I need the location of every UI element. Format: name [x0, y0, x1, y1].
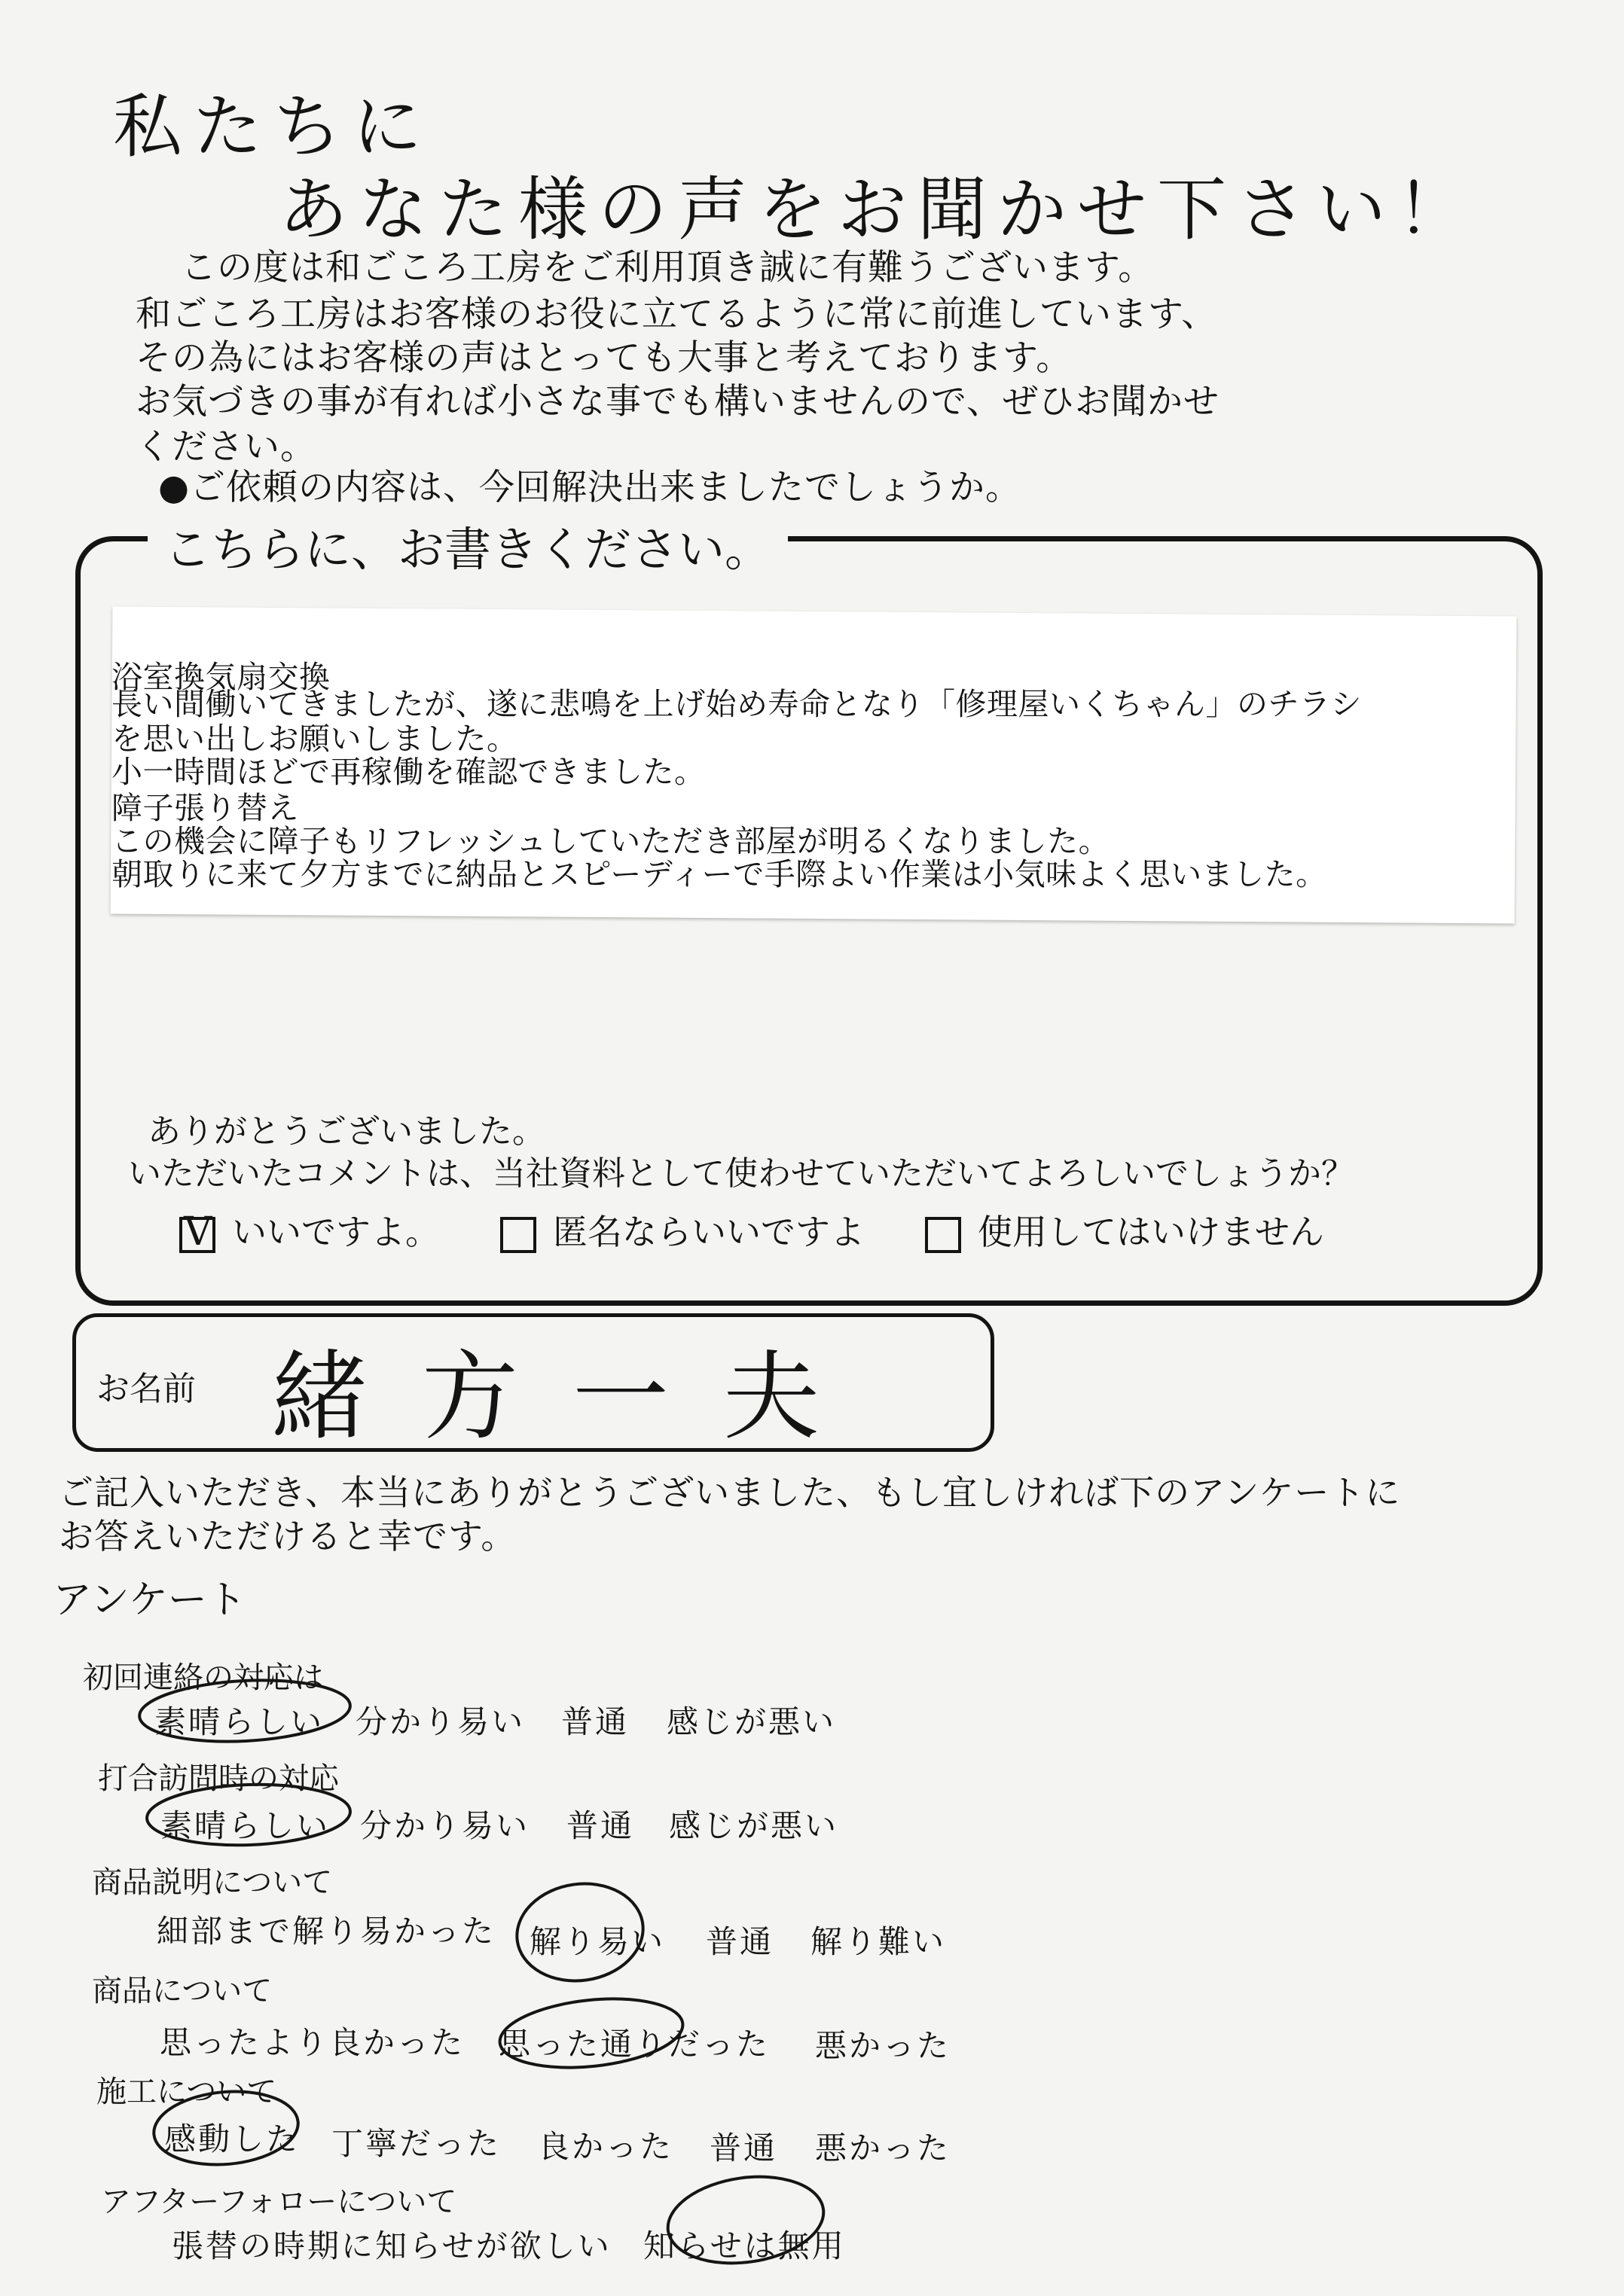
circle-q4	[496, 1990, 686, 2075]
q5-opt3[interactable]: 良かった	[538, 2128, 674, 2165]
q3-opt4[interactable]: 解り難い	[810, 1923, 947, 1960]
comment-line-2: 長い間働いてきましたが、遂に悲鳴を上げ始め寿命となり「修理屋いくちゃん」のチラシ	[111, 686, 1362, 722]
q2-opt2[interactable]: 分かり易い	[360, 1807, 530, 1844]
q4-opt1[interactable]: 思ったより良かった	[160, 2024, 466, 2061]
closing-line-2: お答えいただけると幸です。	[59, 1516, 517, 1557]
q1-opt1[interactable]: 素晴らしい	[154, 1703, 325, 1740]
q2-opt3[interactable]: 普通	[566, 1807, 635, 1844]
heading-line-1: 私たちに	[113, 87, 433, 167]
intro-line-1: この度は和ごころ工房をご利用頂き誠に有難うございます。	[181, 247, 1155, 288]
name-value[interactable]: 緒方一夫	[271, 1341, 875, 1453]
comment-line-3: を思い出しお願いしました。	[111, 721, 518, 757]
comment-line-6: この機会に障子もリフレッシュしていただき部屋が明るくなりました。	[111, 823, 1110, 859]
permission-question: いただいたコメントは、当社資料として使わせていただいてよろしいでしょうか？	[128, 1154, 1354, 1193]
q1-opt4[interactable]: 感じが悪い	[667, 1703, 837, 1740]
intro-line-5: ください。	[136, 426, 316, 468]
intro-line-3: その為にはお客様の声はとっても大事と考えております。	[136, 337, 1073, 379]
option-ok-label: いいですよ。	[232, 1212, 440, 1252]
survey-q1: 初回連絡の対応は	[83, 1660, 324, 1695]
comment-line-4: 小一時間ほどで再稼働を確認できました。	[111, 754, 706, 790]
circle-q2	[146, 1781, 352, 1848]
q2-opt1[interactable]: 素晴らしい	[160, 1807, 331, 1844]
survey-q6: アフターフォローについて	[101, 2185, 457, 2219]
thanks-text: ありがとうございました。	[148, 1112, 545, 1151]
survey-q4: 商品について	[92, 1974, 273, 2008]
comment-line-5: 障子張り替え	[111, 790, 299, 826]
q2-opt4[interactable]: 感じが悪い	[669, 1807, 839, 1844]
name-label: お名前	[96, 1370, 196, 1408]
q6-opt1[interactable]: 張替の時期に知らせが欲しい	[172, 2227, 612, 2264]
q6-opt2[interactable]: 知らせは無用	[643, 2227, 846, 2264]
question-text: ●ご依頼の内容は、今回解決出来ましたでしょうか。	[158, 467, 1022, 508]
closing-line-1: ご記入いただき、本当にありがとうございました、もし宜しければ下のアンケートに	[59, 1472, 1401, 1513]
comment-box-label: こちらに、お書きください。	[148, 512, 788, 579]
q5-opt5[interactable]: 悪かった	[815, 2130, 951, 2166]
circle-q1	[138, 1676, 352, 1747]
heading-line-2: あなた様の声をお聞かせ下さい！	[279, 169, 1477, 250]
survey-q3: 商品説明について	[92, 1865, 333, 1900]
survey-title: アンケート	[53, 1578, 246, 1623]
intro-line-2: 和ごころ工房はお客様のお役に立てるように常に前進しています、	[136, 294, 1218, 335]
q5-opt2[interactable]: 丁寧だった	[331, 2125, 502, 2162]
q1-opt2[interactable]: 分かり易い	[356, 1703, 526, 1740]
check-mark: V	[184, 1209, 212, 1255]
circle-q3	[511, 1876, 649, 1989]
option-not-allowed-label: 使用してはいけません	[978, 1212, 1324, 1252]
option-anonymous-label: 匿名ならいいですよ	[553, 1212, 865, 1252]
survey-q2: 打合訪問時の対応	[98, 1761, 339, 1796]
q5-opt4[interactable]: 普通	[710, 2130, 778, 2166]
q1-opt3[interactable]: 普通	[561, 1703, 630, 1740]
q5-opt1[interactable]: 感動した	[164, 2121, 301, 2157]
q4-opt2[interactable]: 思った通りだった	[499, 2026, 771, 2063]
comment-line-1: 浴室換気扇交換	[111, 659, 331, 695]
circle-q5	[151, 2086, 301, 2170]
q3-opt2[interactable]: 解り易い	[530, 1923, 666, 1960]
q3-opt1[interactable]: 細部まで解り易かった	[157, 1913, 496, 1950]
survey-q5: 施工について	[96, 2075, 277, 2109]
comment-line-7: 朝取りに来て夕方までに納品とスピーディーで手際よい作業は小気味よく思いました。	[111, 856, 1327, 892]
circle-q6	[662, 2167, 829, 2273]
q3-opt3[interactable]: 普通	[706, 1923, 774, 1960]
q4-opt3[interactable]: 悪かった	[815, 2027, 951, 2064]
intro-line-4: お気づきの事が有れば小さな事でも構いませんので、ぜひお聞かせ	[136, 381, 1220, 422]
